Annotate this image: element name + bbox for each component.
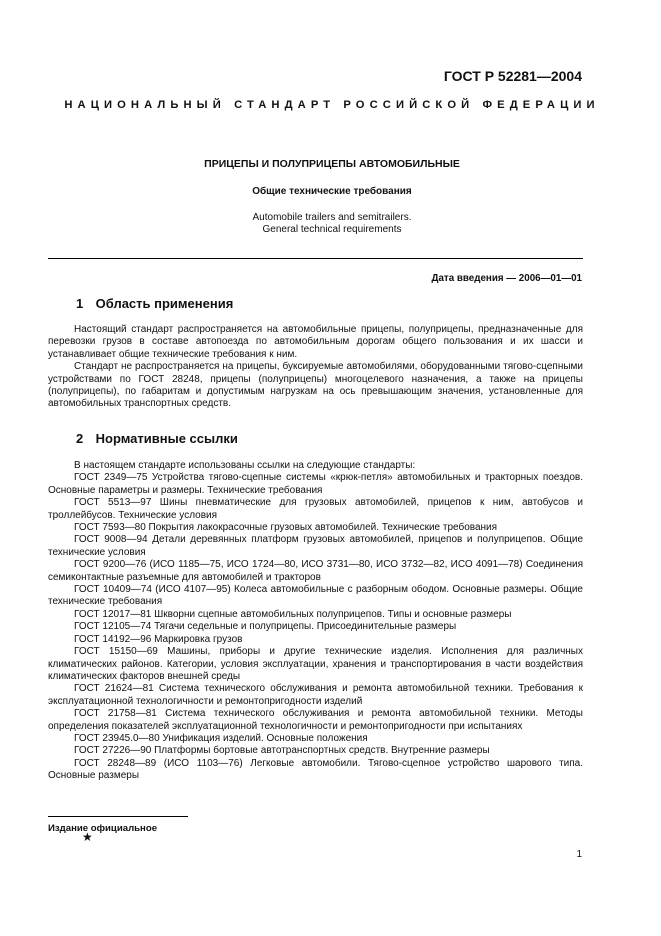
reference-item: ГОСТ 27226—90 Платформы бортовые автотранспортных средств. Внутренние размеры [74,745,490,757]
reference-item: ГОСТ 14192—96 Маркировка грузов [74,633,243,645]
section-1-paragraph: Настоящий стандарт распространяется на автомобильные прицепы, полуприцепы, предназначенные для перевозки грузов в составе автопоезда по автомобильным дорогам общего пользования и их шасси и устанавливает общие технические требования к ним. [48,324,583,360]
section-1-paragraph: Стандарт не распространяется на прицепы, буксируемые автомобилями, оборудованными тягово-сцепными устройствами по ГОСТ 28248, прицепы (полуприцепы) многоцелевого назначения, а также на прицепы (полуприцепы), по габаритам и допустимым нагрузкам на ось превышающим значения, установленные для автомобильных транспортных средств. [48,361,583,410]
english-title-line-2: General technical requirements [262,224,402,235]
reference-item: ГОСТ 7593—80 Покрытия лакокрасочные грузовых автомобилей. Технические требования [74,522,498,534]
reference-item: ГОСТ 23945.0—80 Унификация изделий. Основные положения [74,732,368,744]
section-2-title: Нормативные ссылки [95,431,238,446]
section-1-heading [76,296,233,311]
section-1-body [48,324,583,411]
footer-divider [48,816,188,817]
section-1-title: Область применения [95,296,234,311]
reference-item: ГОСТ 15150—69 Машины, приборы и другие технические изделия. Исполнения для различных климатических районов. Категории, условия эксплуатации, хранения и транспортирования в части воздействия климатических факторов внешней среды [48,646,583,682]
title-divider [48,258,583,259]
reference-item: ГОСТ 21624—81 Система технического обслуживания и ремонта автомобильной техники. Требования к эксплуатационной технологичности и ремонтопригодности изделий [48,683,583,707]
references-intro: В настоящем стандарте использованы ссылки на следующие стандарты: [74,460,416,471]
document-title: ПРИЦЕПЫ И ПОЛУПРИЦЕПЫ АВТОМОБИЛЬНЫЕ [204,158,460,170]
reference-item: ГОСТ 28248—89 (ИСО 1103—76) Легковые автомобили. Тягово-сцепное устройство шарового типа. Основные размеры [48,757,583,782]
english-title-line-1: Automobile trailers and semitrailers. [252,212,412,223]
section-2-number: 2 [76,431,84,446]
page-number: 1 [576,849,582,860]
reference-item: ГОСТ 5513—97 Шины пневматические для грузовых автомобилей, прицепов к ним, автобусов и троллейбусов. Технические условия [48,497,583,521]
reference-item: ГОСТ 10409—74 (ИСО 4107—95) Колеса автомобильные с разборным ободом. Основные размеры. Общие технические требования [48,584,583,608]
reference-item: ГОСТ 9200—76 (ИСО 1185—75, ИСО 1724—80, ИСО 3731—80, ИСО 3732—82, ИСО 4091—78) Соединения семиконтактные разъемные для автомобилей и тракторов [48,559,583,583]
document-subtitle: Общие технические требования [252,186,412,197]
section-2-heading [76,431,238,446]
introduction-date: Дата введения — 2006—01—01 [431,273,582,284]
national-standard-heading: НАЦИОНАЛЬНЫЙ СТАНДАРТ РОССИЙСКОЙ ФЕДЕРАЦИИ [64,99,600,111]
reference-item: ГОСТ 2349—75 Устройства тягово-сцепные системы «крюк-петля» автомобильных и тракторных поездов. Основные параметры и размеры. Технические требования [48,472,583,496]
reference-item: ГОСТ 12105—74 Тягачи седельные и полуприцепы. Присоединительные размеры [74,621,457,633]
document-number: ГОСТ Р 52281—2004 [443,68,582,84]
english-title [48,212,616,236]
section-2-body [48,460,583,783]
reference-item: ГОСТ 9008—94 Детали деревянных платформ грузовых автомобилей, прицепов и полуприцепов. Общие технические условия [48,534,583,558]
reference-item: ГОСТ 21758—81 Система технического обслуживания и ремонта автомобильной техники. Методы определения показателей эксплуатационной технологичности и ремонтопригодности при испытаниях [48,708,583,732]
section-1-number: 1 [76,296,84,311]
official-publication-note: Издание официальное [48,823,158,834]
reference-item: ГОСТ 12017—81 Шкворни сцепные автомобильных полуприцепов. Типы и основные размеры [74,608,512,620]
star-icon: ★ [82,830,93,844]
